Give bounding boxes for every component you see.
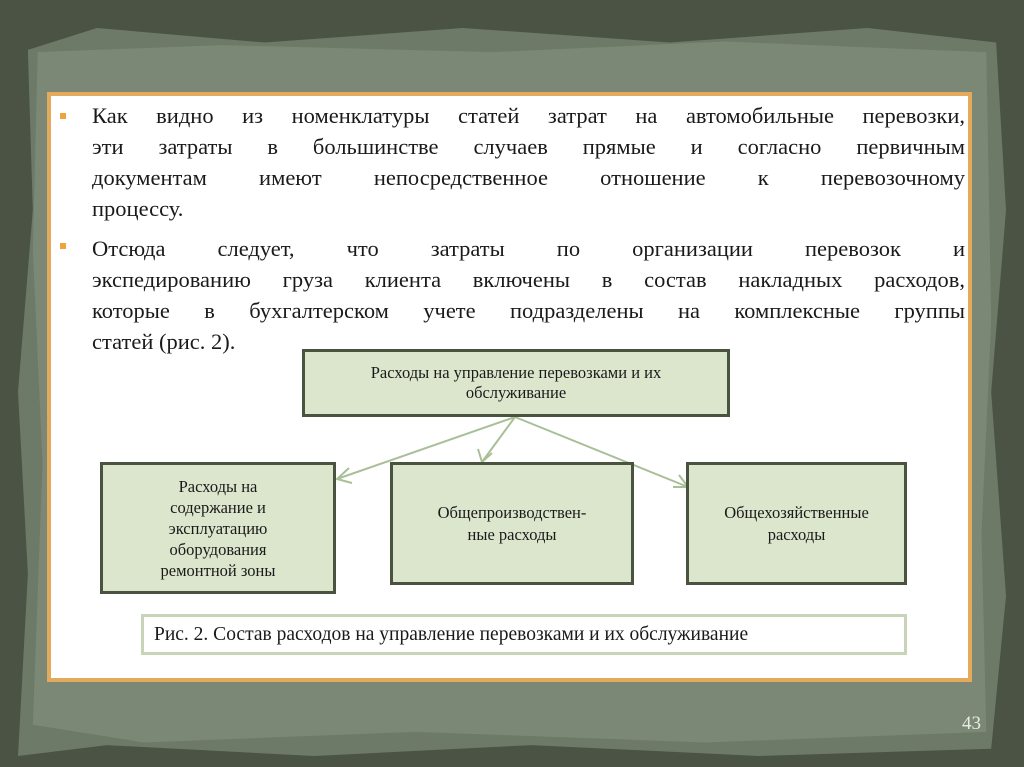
bullet-2-line-3: которые в бухгалтерском учете подразделены на комплексные группы (92, 298, 965, 323)
child-3-line-2: расходы (767, 524, 826, 544)
root-line-2: обслуживание (465, 383, 567, 402)
diagram-root-box (302, 349, 730, 417)
child-1-line-4: оборудования (169, 539, 267, 559)
page-number: 43 (962, 713, 981, 734)
root-line-1: Расходы на управление перевозками и их (370, 363, 662, 382)
child-3-line-1: Общехозяйственные (724, 502, 869, 522)
bullet-2-line-2: экспедированию груза клиента включены в состав накладных расходов, (92, 267, 965, 292)
bullet-1-line-2: эти затраты в большинстве случаев прямые и согласно первичным (92, 134, 965, 159)
child-2-line-2: ные расходы (467, 524, 557, 544)
child-1-line-3: эксплуатацию (168, 518, 268, 538)
diagram-child-box-3 (686, 462, 907, 585)
child-2-line-1: Общепроизводствен- (437, 502, 587, 522)
bullet-1-line-4: процессу. (92, 196, 184, 221)
diagram-child-box-1 (100, 462, 336, 594)
bullet-2-line-1: Отсюда следует, что затраты по организации перевозок и (92, 236, 965, 261)
child-1-line-5: ремонтной зоны (160, 560, 276, 580)
bullet-1-line-3: документам имеют непосредственное отношение к перевозочному (92, 165, 965, 190)
figure-caption: Рис. 2. Состав расходов на управление перевозками и их обслуживание (141, 614, 907, 655)
bullet-1-line-1: Как видно из номенклатуры статей затрат на автомобильные перевозки, (92, 103, 965, 128)
child-1-line-1: Расходы на (178, 476, 258, 496)
diagram-child-box-2 (390, 462, 634, 585)
child-1-line-2: содержание и (170, 497, 266, 517)
bullet-2-line-4: статей (рис. 2). (92, 329, 236, 354)
